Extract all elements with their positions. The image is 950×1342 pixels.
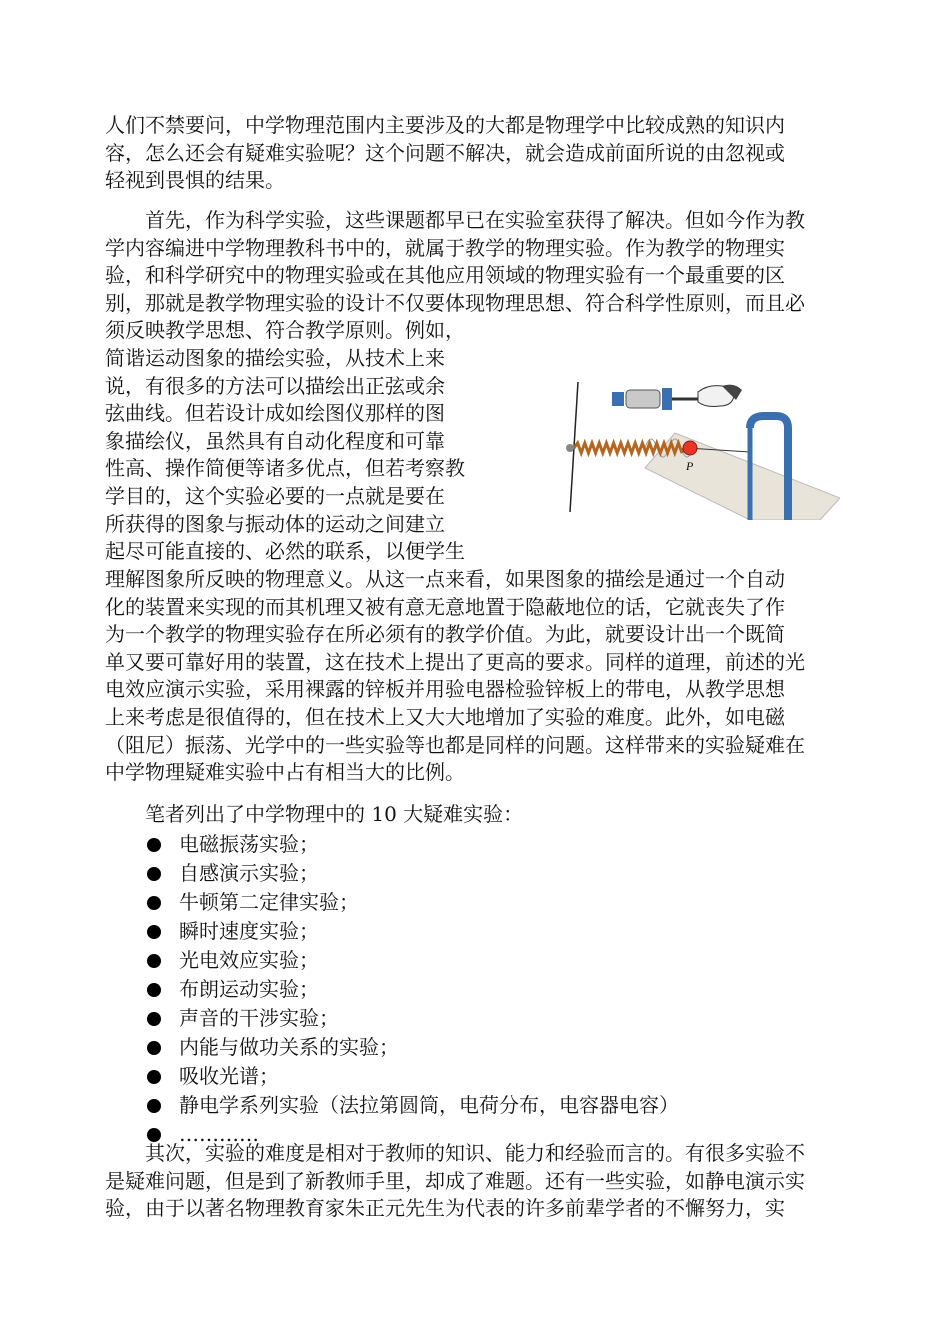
- bullet-icon: [147, 1070, 161, 1084]
- list-item-text: 牛顿第二定律实验；: [179, 889, 359, 914]
- text-line: 说，有很多的方法可以描绘出正弦或余: [105, 373, 445, 398]
- text-line: 人们不禁要问，中学物理范围内主要涉及的大都是物理学中比较成熟的知识内: [105, 113, 785, 137]
- bullet-icon: [147, 983, 161, 997]
- text-line: 起尽可能直接的、必然的联系，以便学生: [105, 539, 465, 564]
- list-item: [145, 859, 679, 888]
- list-item: [145, 1091, 679, 1120]
- paragraph-2-top: [105, 207, 847, 345]
- list-item: [145, 975, 679, 1004]
- text-line: 轻视到畏惧的结果。: [105, 168, 285, 193]
- text-line: 别，那就是教学物理实验的设计不仅要体现物理思想、符合科学性原则，而且必: [105, 290, 805, 315]
- list-item-text: 瞬时速度实验；: [179, 918, 319, 943]
- list-item: [145, 1062, 679, 1091]
- paragraph-4: [105, 1140, 847, 1223]
- list-item-text: 声音的干涉实验；: [179, 1005, 339, 1030]
- text-line: 学内容编进中学物理教科书中的，就属于教学的物理实验。作为教学的物理实: [105, 235, 785, 260]
- text-line: 简谐运动图象的描绘实验，从技术上来: [105, 346, 445, 370]
- paragraph-2-bottom: [105, 566, 847, 787]
- paper-strip: [645, 433, 840, 520]
- text-line: 理解图象所反映的物理意义。从这一点来看，如果图象的描绘是通过一个自动: [105, 567, 785, 591]
- paragraph-1: [105, 112, 847, 195]
- bullet-icon: [147, 925, 161, 939]
- list-item-text: 光电效应实验；: [179, 947, 319, 972]
- text-line: 容，怎么还会有疑难实验呢？这个问题不解决，就会造成前面所说的由忽视或: [105, 140, 785, 165]
- bullet-icon: [147, 838, 161, 852]
- list-item-text: 自感演示实验；: [179, 860, 319, 885]
- text-line: 验，和科学研究中的物理实验或在其他应用领域的物理实验有一个最重要的区: [105, 263, 785, 288]
- label-p: P: [686, 459, 694, 473]
- text-line: 其次，实验的难度是相对于教师的知识、能力和经验而言的。有很多实验不: [145, 1141, 805, 1165]
- text-line: （阻尼）振荡、光学中的一些实验等也都是同样的问题。这样带来的实验疑难在: [105, 732, 805, 757]
- roller-bracket: [612, 392, 624, 406]
- list-item-text: 布朗运动实验；: [179, 976, 319, 1001]
- spring-anchor: [566, 444, 574, 452]
- bullet-icon: [147, 1012, 161, 1026]
- bullet-icon: [147, 954, 161, 968]
- list-item: [145, 946, 679, 975]
- paragraph-3: [105, 801, 847, 829]
- text-line: 验，由于以著名物理教育家朱正元先生为代表的许多前辈学者的不懈努力，实: [105, 1196, 785, 1221]
- text-line: 须反映教学思想、符合教学原则。例如，: [105, 318, 465, 343]
- bullet-icon: [147, 867, 161, 881]
- text-line: 化的装置来实现的而其机理又被有意无意地置于隐蔽地位的话，它就丧失了作: [105, 594, 785, 619]
- roller-clamp: [662, 388, 672, 410]
- text-line: 弦曲线。但若设计成如绘图仪那样的图: [105, 401, 445, 426]
- text-line: 首先，作为科学实验，这些课题都早已在实验室获得了解决。但如今作为教: [145, 208, 805, 232]
- list-item: [145, 1004, 679, 1033]
- text-line: 电效应演示实验，采用裸露的锌板并用验电器检验锌板上的带电，从教学思想: [105, 677, 785, 702]
- list-item-text: 静电学系列实验（法拉第圆筒，电荷分布，电容器电容）: [179, 1092, 679, 1117]
- list-item: [145, 830, 679, 859]
- ball: [683, 441, 697, 455]
- oscillation-tracer-figure: [550, 378, 840, 520]
- text-line: 所获得的图象与振动体的运动之间建立: [105, 511, 445, 536]
- list-item-text: 电磁振荡实验；: [179, 831, 319, 856]
- text-line: 性高、操作简便等诸多优点，但若考察教: [105, 456, 465, 481]
- text-line: 为一个教学的物理实验存在所必须有的教学价值。为此，就要设计出一个既简: [105, 622, 785, 647]
- text-line: 象描绘仪，虽然具有自动化程度和可靠: [105, 428, 445, 453]
- paragraph-2-wrap: [105, 345, 495, 566]
- spring: [574, 443, 682, 453]
- text-line: 上来考虑是很值得的，但在技术上又大大地增加了实验的难度。此外，如电磁: [105, 704, 785, 729]
- text-line: 中学物理疑难实验中占有相当大的比例。: [105, 760, 465, 785]
- bullet-icon: [147, 1041, 161, 1055]
- bullet-icon: [147, 896, 161, 910]
- text-line: 学目的，这个实验必要的一点就是要在: [105, 483, 445, 508]
- text-line: 单又要可靠好用的装置，这在技术上提出了更高的要求。同样的道理，前述的光: [105, 649, 805, 674]
- list-item: [145, 888, 679, 917]
- list-item: [145, 1033, 679, 1062]
- list-item-text: 吸收光谱；: [179, 1063, 279, 1088]
- text-line: 笔者列出了中学物理中的 10 大疑难实验：: [145, 802, 524, 826]
- bullet-icon: [147, 1099, 161, 1113]
- list-item: [145, 917, 679, 946]
- list-item-text: …………: [179, 1121, 259, 1146]
- difficult-experiments-list: [145, 830, 679, 1149]
- roller: [626, 390, 660, 408]
- list-item-text: 内能与做功关系的实验；: [179, 1034, 399, 1059]
- text-line: 是疑难问题，但是到了新教师手里，却成了难题。还有一些实验，如静电演示实: [105, 1168, 805, 1193]
